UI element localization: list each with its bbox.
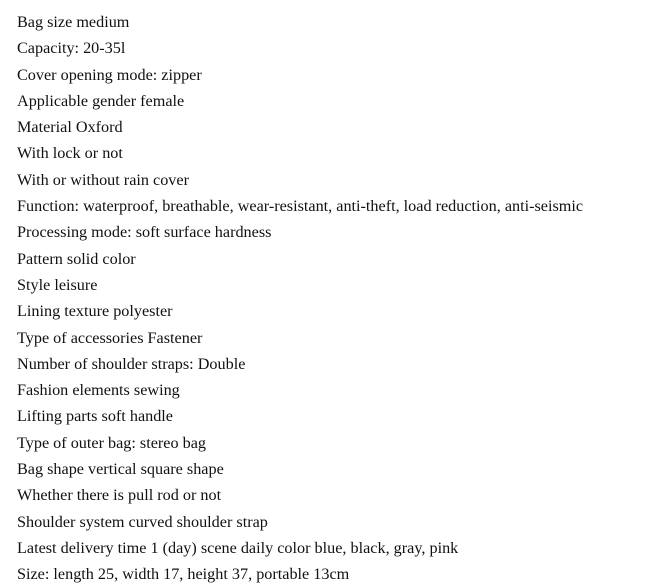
spec-lifting-parts: Lifting parts soft handle (17, 407, 173, 426)
spec-fashion-elements: Fashion elements sewing (17, 381, 180, 400)
spec-function: Function: waterproof, breathable, wear-resistant, anti-theft, load reduction, anti-seismic (17, 197, 584, 216)
spec-lock: With lock or not (17, 144, 123, 163)
spec-processing-mode: Processing mode: soft surface hardness (17, 223, 272, 242)
product-spec-list (17, 9, 583, 588)
spec-shoulder-straps: Number of shoulder straps: Double (17, 354, 246, 373)
spec-lining-texture: Lining texture polyester (17, 302, 173, 321)
spec-bag-shape: Bag shape vertical square shape (17, 460, 224, 479)
spec-delivery-color: Latest delivery time 1 (day) scene daily color blue, black, gray, pink (17, 538, 459, 557)
spec-shoulder-system: Shoulder system curved shoulder strap (17, 512, 268, 531)
spec-accessories: Type of accessories Fastener (17, 328, 203, 347)
spec-style: Style leisure (17, 275, 98, 294)
spec-pattern: Pattern solid color (17, 249, 136, 268)
spec-rain-cover: With or without rain cover (17, 170, 189, 189)
spec-material: Material Oxford (17, 118, 123, 137)
spec-outer-bag: Type of outer bag: stereo bag (17, 433, 207, 452)
spec-bag-size: Bag size medium (17, 13, 130, 31)
spec-capacity: Capacity: 20-35l (17, 39, 126, 58)
spec-applicable-gender: Applicable gender female (17, 91, 185, 110)
spec-pull-rod: Whether there is pull rod or not (17, 486, 222, 505)
spec-size: Size: length 25, width 17, height 37, portable 13cm (17, 565, 350, 584)
spec-cover-opening-mode: Cover opening mode: zipper (17, 65, 202, 84)
